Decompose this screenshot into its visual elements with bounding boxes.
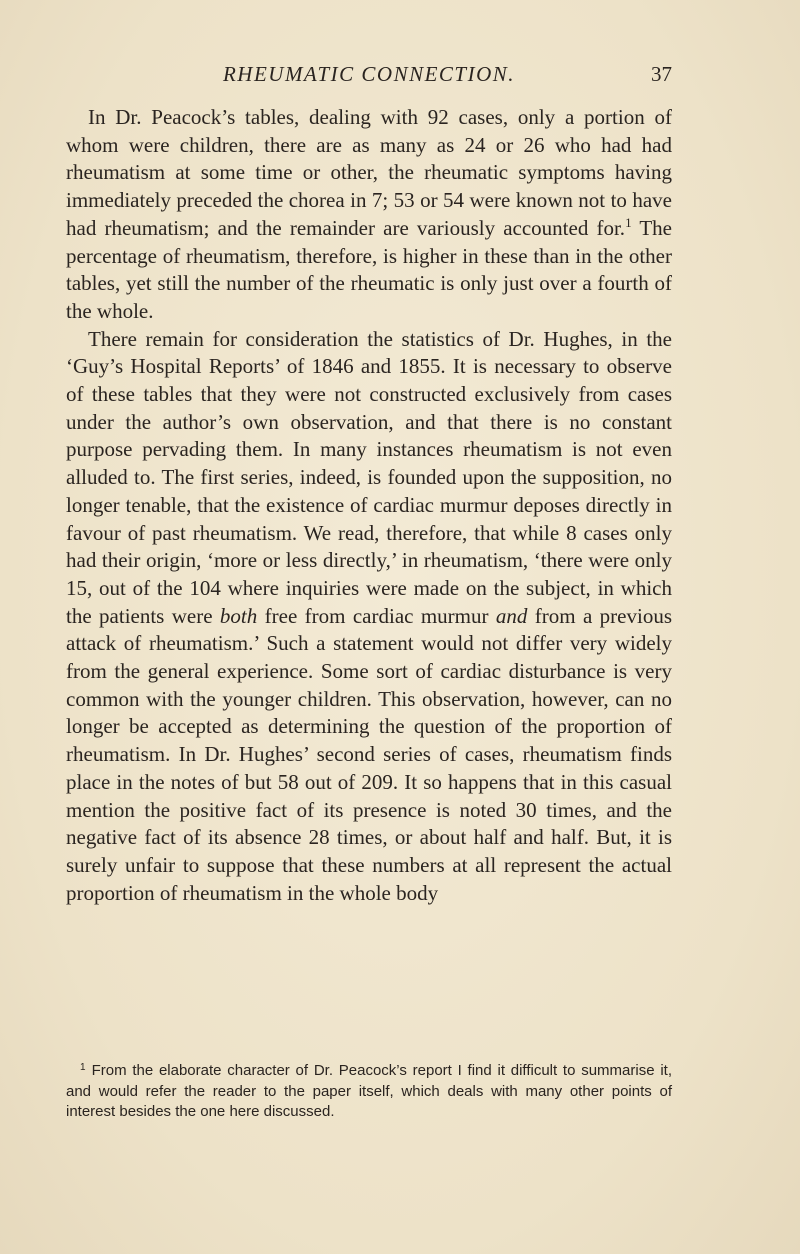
footnote-reference: 1	[625, 214, 632, 230]
paragraph-text: There remain for consideration the statistics of Dr. Hughes, in the ‘Guy’s Hospital Reports’ of 1846 and 1855. It is necessary to observe of these tables that they were not constructed exclusively from cases under the author’s own observation, and that there is no constant purpose pervading them. In many instances rheumatism is not even alluded to. The first series, indeed, is founded upon the supposition, no longer tenable, that the existence of cardiac murmur deposes directly in favour of past rheumatism. We read, therefore, that while 8 cases only had their origin, ‘more or less directly,’ in rheumatism, ‘there were only 15, out of the 104 where inquiries were made on the subject, in which the patients were	[66, 326, 672, 628]
emphasis-text: both	[219, 603, 258, 628]
footnote-text: From the elaborate character of Dr. Peacock’s report I find it difficult to summarise it, and would refer the reader to the paper itself, which deals with many other points of interest besides the one here discussed.	[66, 1062, 672, 1120]
footnotes	[66, 1061, 672, 1123]
footnote-mark: 1	[80, 1062, 86, 1073]
paragraph-text: The percentage of rheumatism, therefore, is higher in these than in the other tables, yet still the number of the rheumatic is only just over a fourth of the whole.	[66, 215, 672, 323]
page-number: 37	[651, 62, 672, 86]
running-title: RHEUMATIC CONNECTION.	[222, 62, 516, 86]
body-text	[66, 104, 672, 907]
running-head	[66, 62, 672, 92]
emphasis-text: and	[495, 603, 528, 628]
footnote	[66, 1061, 672, 1123]
paragraph-hughes-statistics	[66, 326, 672, 908]
paragraph-text: In Dr. Peacock’s tables, dealing with 92 cases, only a portion of whom were children, there are as many as 24 or 26 who had had rheumatism at some time or other, the rheumatic symptoms having immediately preceded the chorea in 7; 53 or 54 were known not to have had rheumatism; and the remainder are variously accounted for.	[66, 105, 672, 240]
paragraph-text: from a previous attack of rheumatism.’ Such a statement would not differ very widely from the general experience. Some sort of cardiac disturbance is very common with the younger children. This observation, however, can no longer be accepted as determining the question of the proportion of rheumatism. In Dr. Hughes’ second series of cases, rheumatism finds place in the notes of but 58 out of 209. It so happens that in this casual mention the positive fact of its presence is noted 30 times, and the negative fact of its absence 28 times, or about half and half. But, it is surely unfair to suppose that these numbers at all represent the actual proportion of rheumatism in the whole body	[66, 603, 672, 905]
paragraph-text: free from cardiac murmur	[257, 603, 496, 628]
paragraph-peacock-tables	[66, 104, 672, 326]
